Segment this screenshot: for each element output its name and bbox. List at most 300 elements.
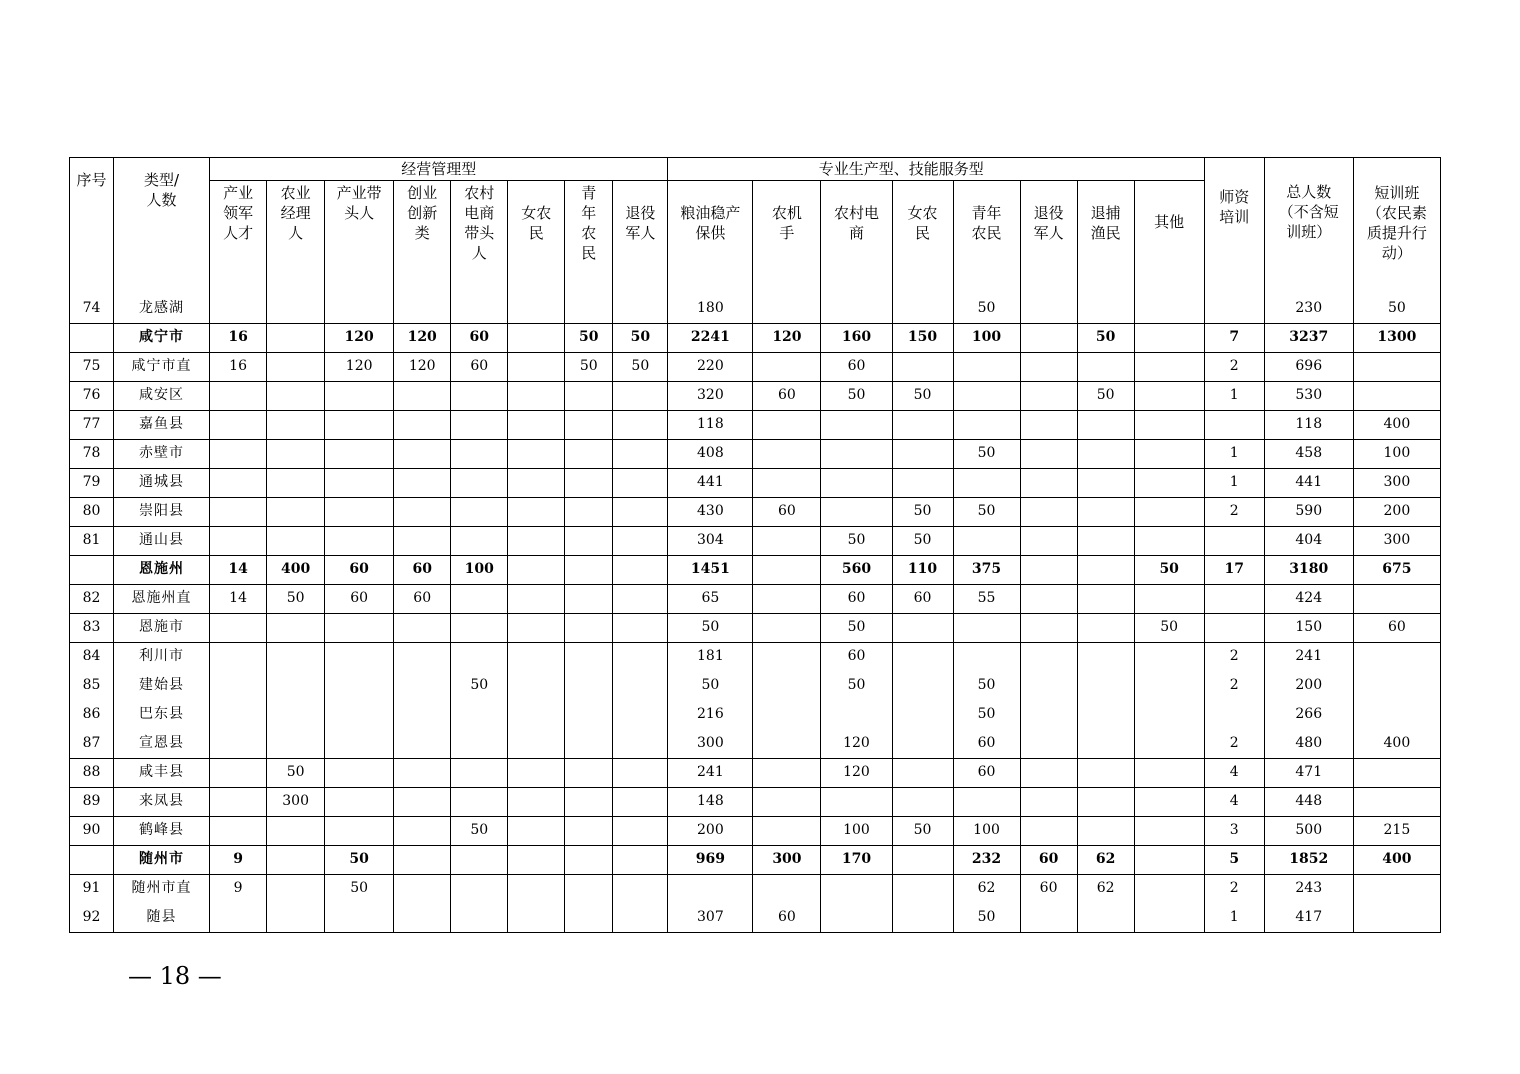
cell-value: 1 (1204, 903, 1264, 932)
header-col: 女农民 (508, 181, 565, 295)
cell-seq: 85 (70, 671, 114, 700)
header-col: 退役军人 (1020, 181, 1077, 295)
cell-value (613, 642, 668, 671)
cell-value (613, 613, 668, 642)
cell-value (325, 729, 394, 758)
cell-value: 60 (821, 642, 892, 671)
cell-value: 441 (1264, 468, 1353, 497)
cell-value: 50 (613, 323, 668, 352)
cell-value (1134, 526, 1204, 555)
cell-value: 2 (1204, 671, 1264, 700)
cell-value (821, 410, 892, 439)
cell-value (451, 903, 508, 932)
cell-value (1020, 642, 1077, 671)
header-col: 退役军人 (613, 181, 668, 295)
cell-value: 120 (394, 323, 451, 352)
table-row (70, 787, 1441, 816)
header-col: 女农民 (892, 181, 953, 295)
cell-value (613, 700, 668, 729)
cell-value (210, 816, 267, 845)
cell-seq (70, 845, 114, 874)
cell-value: 200 (1264, 671, 1353, 700)
cell-value (210, 468, 267, 497)
cell-value (753, 729, 821, 758)
cell-value: 160 (821, 323, 892, 352)
cell-value (394, 497, 451, 526)
cell-name: 通山县 (114, 526, 210, 555)
cell-value (1077, 584, 1134, 613)
table-row (70, 671, 1441, 700)
cell-value: 50 (892, 816, 953, 845)
cell-value (267, 439, 325, 468)
cell-value (1077, 410, 1134, 439)
cell-value (508, 381, 565, 410)
cell-value (565, 671, 613, 700)
header-col: 粮油稳产保供 (668, 181, 753, 295)
cell-value (1353, 352, 1440, 381)
header-col: 青年农民 (565, 181, 613, 295)
cell-value: 3237 (1264, 323, 1353, 352)
cell-value (508, 323, 565, 352)
header-seq-label: 序号 (76, 171, 107, 189)
cell-name: 赤壁市 (114, 439, 210, 468)
cell-value: 50 (953, 294, 1020, 323)
cell-value (508, 410, 565, 439)
cell-value (451, 613, 508, 642)
cell-value (953, 613, 1020, 642)
cell-value (267, 642, 325, 671)
cell-value (508, 758, 565, 787)
cell-value (267, 294, 325, 323)
cell-value (267, 903, 325, 932)
cell-value (1353, 874, 1440, 903)
cell-value: 266 (1264, 700, 1353, 729)
cell-value (210, 758, 267, 787)
cell-value (565, 555, 613, 584)
cell-value: 50 (1134, 555, 1204, 584)
cell-value: 55 (953, 584, 1020, 613)
cell-value: 50 (451, 671, 508, 700)
cell-value (613, 439, 668, 468)
cell-value (1020, 526, 1077, 555)
cell-value (508, 352, 565, 381)
header-col: 农机手 (753, 181, 821, 295)
cell-value (1020, 700, 1077, 729)
cell-value (565, 700, 613, 729)
cell-value: 200 (1353, 497, 1440, 526)
cell-value (613, 497, 668, 526)
cell-value (508, 729, 565, 758)
cell-value: 2 (1204, 729, 1264, 758)
cell-value: 424 (1264, 584, 1353, 613)
header-seq (70, 158, 114, 295)
cell-value: 300 (1353, 468, 1440, 497)
cell-value (210, 787, 267, 816)
cell-value (1134, 294, 1204, 323)
table-row (70, 468, 1441, 497)
cell-value (821, 294, 892, 323)
header-short (1353, 158, 1440, 295)
cell-value: 60 (753, 903, 821, 932)
cell-value: 200 (668, 816, 753, 845)
cell-value (821, 700, 892, 729)
cell-value: 17 (1204, 555, 1264, 584)
cell-value (394, 874, 451, 903)
cell-value (892, 700, 953, 729)
cell-seq: 80 (70, 497, 114, 526)
cell-value (565, 758, 613, 787)
cell-value (451, 497, 508, 526)
cell-value (267, 845, 325, 874)
cell-value (821, 468, 892, 497)
cell-value: 60 (1020, 874, 1077, 903)
cell-value (565, 729, 613, 758)
cell-value: 471 (1264, 758, 1353, 787)
cell-name: 咸宁市 (114, 323, 210, 352)
cell-value (1077, 729, 1134, 758)
cell-value (508, 845, 565, 874)
cell-value (1353, 671, 1440, 700)
cell-value (1020, 671, 1077, 700)
cell-value (753, 816, 821, 845)
cell-value (565, 294, 613, 323)
cell-value: 120 (325, 323, 394, 352)
cell-value (565, 642, 613, 671)
cell-value: 304 (668, 526, 753, 555)
cell-value (210, 294, 267, 323)
cell-value: 241 (1264, 642, 1353, 671)
cell-value (565, 381, 613, 410)
cell-name: 咸安区 (114, 381, 210, 410)
cell-value: 230 (1264, 294, 1353, 323)
cell-value: 560 (821, 555, 892, 584)
cell-value (1134, 671, 1204, 700)
cell-value (613, 468, 668, 497)
cell-value: 60 (451, 323, 508, 352)
cell-value: 62 (953, 874, 1020, 903)
cell-value: 696 (1264, 352, 1353, 381)
cell-value (1077, 497, 1134, 526)
cell-value: 50 (668, 613, 753, 642)
cell-value (613, 410, 668, 439)
cell-name: 宣恩县 (114, 729, 210, 758)
cell-seq: 77 (70, 410, 114, 439)
cell-value (892, 439, 953, 468)
cell-value (753, 584, 821, 613)
cell-value: 100 (821, 816, 892, 845)
cell-value (1353, 642, 1440, 671)
cell-value: 216 (668, 700, 753, 729)
cell-seq (70, 323, 114, 352)
cell-value (753, 874, 821, 903)
cell-value: 50 (953, 497, 1020, 526)
cell-value (451, 729, 508, 758)
cell-value: 150 (1264, 613, 1353, 642)
cell-value (210, 439, 267, 468)
cell-value (753, 352, 821, 381)
cell-value (394, 700, 451, 729)
cell-value (753, 468, 821, 497)
header-type (114, 158, 210, 295)
cell-value: 120 (821, 758, 892, 787)
cell-value: 180 (668, 294, 753, 323)
cell-value (508, 671, 565, 700)
cell-value (1020, 323, 1077, 352)
cell-value: 60 (451, 352, 508, 381)
cell-value (753, 526, 821, 555)
cell-value: 4 (1204, 758, 1264, 787)
cell-name: 崇阳县 (114, 497, 210, 526)
cell-value (394, 526, 451, 555)
cell-value (394, 294, 451, 323)
cell-value: 110 (892, 555, 953, 584)
cell-value (267, 671, 325, 700)
cell-value (508, 555, 565, 584)
cell-value (1077, 700, 1134, 729)
cell-value: 675 (1353, 555, 1440, 584)
cell-value (1020, 729, 1077, 758)
cell-value (1204, 584, 1264, 613)
cell-value (1134, 729, 1204, 758)
header-teacher-label: 师资培训 (1219, 188, 1250, 226)
cell-value (565, 787, 613, 816)
header-row-groups (70, 158, 1441, 181)
cell-value (451, 787, 508, 816)
cell-value (267, 700, 325, 729)
cell-value (1134, 845, 1204, 874)
cell-value (508, 903, 565, 932)
cell-value: 50 (892, 497, 953, 526)
header-total (1264, 158, 1353, 295)
cell-value (451, 758, 508, 787)
cell-value (394, 642, 451, 671)
table-row (70, 700, 1441, 729)
cell-value (451, 642, 508, 671)
cell-value: 50 (565, 323, 613, 352)
cell-value: 458 (1264, 439, 1353, 468)
cell-value (613, 294, 668, 323)
cell-value: 62 (1077, 845, 1134, 874)
cell-value (1077, 555, 1134, 584)
cell-value: 9 (210, 845, 267, 874)
cell-value (613, 671, 668, 700)
cell-value: 60 (821, 584, 892, 613)
cell-value: 307 (668, 903, 753, 932)
cell-value (1134, 468, 1204, 497)
cell-value: 2 (1204, 497, 1264, 526)
header-col: 产业领军人才 (210, 181, 267, 295)
cell-value (892, 729, 953, 758)
cell-value (1020, 903, 1077, 932)
cell-value (267, 526, 325, 555)
cell-value (267, 816, 325, 845)
cell-value (892, 613, 953, 642)
cell-value: 50 (892, 381, 953, 410)
cell-value (753, 758, 821, 787)
cell-value (267, 352, 325, 381)
cell-value (892, 845, 953, 874)
cell-value (451, 410, 508, 439)
cell-name: 恩施州 (114, 555, 210, 584)
cell-value: 400 (1353, 729, 1440, 758)
cell-value (821, 787, 892, 816)
cell-value (892, 787, 953, 816)
cell-value (953, 468, 1020, 497)
cell-value: 120 (325, 352, 394, 381)
cell-value: 170 (821, 845, 892, 874)
cell-value: 60 (753, 381, 821, 410)
cell-value (613, 729, 668, 758)
cell-seq: 78 (70, 439, 114, 468)
table-row-city (70, 555, 1441, 584)
cell-value (892, 642, 953, 671)
cell-value (1134, 816, 1204, 845)
cell-seq: 83 (70, 613, 114, 642)
table-row (70, 613, 1441, 642)
cell-value (267, 729, 325, 758)
cell-value: 320 (668, 381, 753, 410)
cell-value: 1 (1204, 439, 1264, 468)
cell-name: 恩施州直 (114, 584, 210, 613)
cell-value (1020, 758, 1077, 787)
cell-value (1204, 410, 1264, 439)
cell-value (394, 729, 451, 758)
cell-value (210, 526, 267, 555)
cell-value (1134, 642, 1204, 671)
cell-value: 50 (1353, 294, 1440, 323)
cell-value: 60 (325, 555, 394, 584)
cell-value (565, 584, 613, 613)
cell-value: 50 (1134, 613, 1204, 642)
cell-value: 150 (892, 323, 953, 352)
cell-value: 50 (953, 671, 1020, 700)
cell-value (325, 816, 394, 845)
cell-value (210, 671, 267, 700)
cell-value: 969 (668, 845, 753, 874)
cell-value: 60 (753, 497, 821, 526)
cell-value: 100 (953, 816, 1020, 845)
cell-value: 60 (821, 352, 892, 381)
cell-value (753, 555, 821, 584)
table-body (70, 294, 1441, 932)
cell-value (1020, 497, 1077, 526)
header-col: 农村电商 (821, 181, 892, 295)
cell-value (953, 410, 1020, 439)
cell-name: 建始县 (114, 671, 210, 700)
cell-value (613, 903, 668, 932)
cell-value (953, 787, 1020, 816)
cell-value: 2 (1204, 874, 1264, 903)
cell-value: 60 (1353, 613, 1440, 642)
cell-value (210, 497, 267, 526)
cell-value (1134, 410, 1204, 439)
cell-value: 50 (1077, 381, 1134, 410)
cell-value (953, 526, 1020, 555)
cell-value: 50 (892, 526, 953, 555)
cell-value (1134, 787, 1204, 816)
cell-value (325, 381, 394, 410)
cell-value (892, 758, 953, 787)
cell-value (325, 613, 394, 642)
cell-value: 220 (668, 352, 753, 381)
cell-value: 50 (821, 671, 892, 700)
cell-name: 鹤峰县 (114, 816, 210, 845)
cell-value (753, 439, 821, 468)
cell-value (565, 468, 613, 497)
cell-value (508, 294, 565, 323)
cell-value: 50 (1077, 323, 1134, 352)
cell-value (394, 613, 451, 642)
cell-value (1353, 584, 1440, 613)
cell-value (394, 410, 451, 439)
cell-value (668, 874, 753, 903)
cell-name: 嘉鱼县 (114, 410, 210, 439)
header-group-prod-tail (1134, 158, 1204, 181)
table-row (70, 294, 1441, 323)
cell-name: 恩施市 (114, 613, 210, 642)
table-row-city (70, 323, 1441, 352)
data-table (69, 157, 1441, 933)
cell-value: 400 (1353, 845, 1440, 874)
cell-value (508, 642, 565, 671)
cell-value (753, 642, 821, 671)
cell-value (1353, 381, 1440, 410)
cell-value: 50 (953, 439, 1020, 468)
cell-value: 120 (821, 729, 892, 758)
cell-value (508, 700, 565, 729)
cell-value (325, 468, 394, 497)
cell-value (1020, 352, 1077, 381)
cell-value: 7 (1204, 323, 1264, 352)
cell-value: 215 (1353, 816, 1440, 845)
cell-value: 441 (668, 468, 753, 497)
cell-value (1134, 700, 1204, 729)
cell-value (753, 671, 821, 700)
cell-value: 404 (1264, 526, 1353, 555)
cell-value: 1 (1204, 468, 1264, 497)
cell-value: 60 (325, 584, 394, 613)
cell-value (892, 410, 953, 439)
cell-value (394, 468, 451, 497)
cell-value (325, 671, 394, 700)
cell-value: 118 (1264, 410, 1353, 439)
cell-value (565, 613, 613, 642)
table-row (70, 816, 1441, 845)
cell-value: 300 (753, 845, 821, 874)
cell-value (267, 874, 325, 903)
cell-value: 16 (210, 352, 267, 381)
cell-value (210, 700, 267, 729)
header-total-label: 总人数（不含短训班） (1278, 183, 1339, 241)
cell-name: 来凤县 (114, 787, 210, 816)
cell-value: 16 (210, 323, 267, 352)
cell-value (1077, 903, 1134, 932)
cell-value (1204, 613, 1264, 642)
table-row (70, 381, 1441, 410)
cell-value (1020, 294, 1077, 323)
cell-value (325, 294, 394, 323)
table-row (70, 584, 1441, 613)
cell-value (451, 468, 508, 497)
cell-value (753, 294, 821, 323)
cell-value (565, 526, 613, 555)
cell-seq: 89 (70, 787, 114, 816)
cell-value (1020, 439, 1077, 468)
table-row (70, 439, 1441, 468)
cell-value (210, 381, 267, 410)
cell-value (1077, 671, 1134, 700)
cell-value (394, 845, 451, 874)
